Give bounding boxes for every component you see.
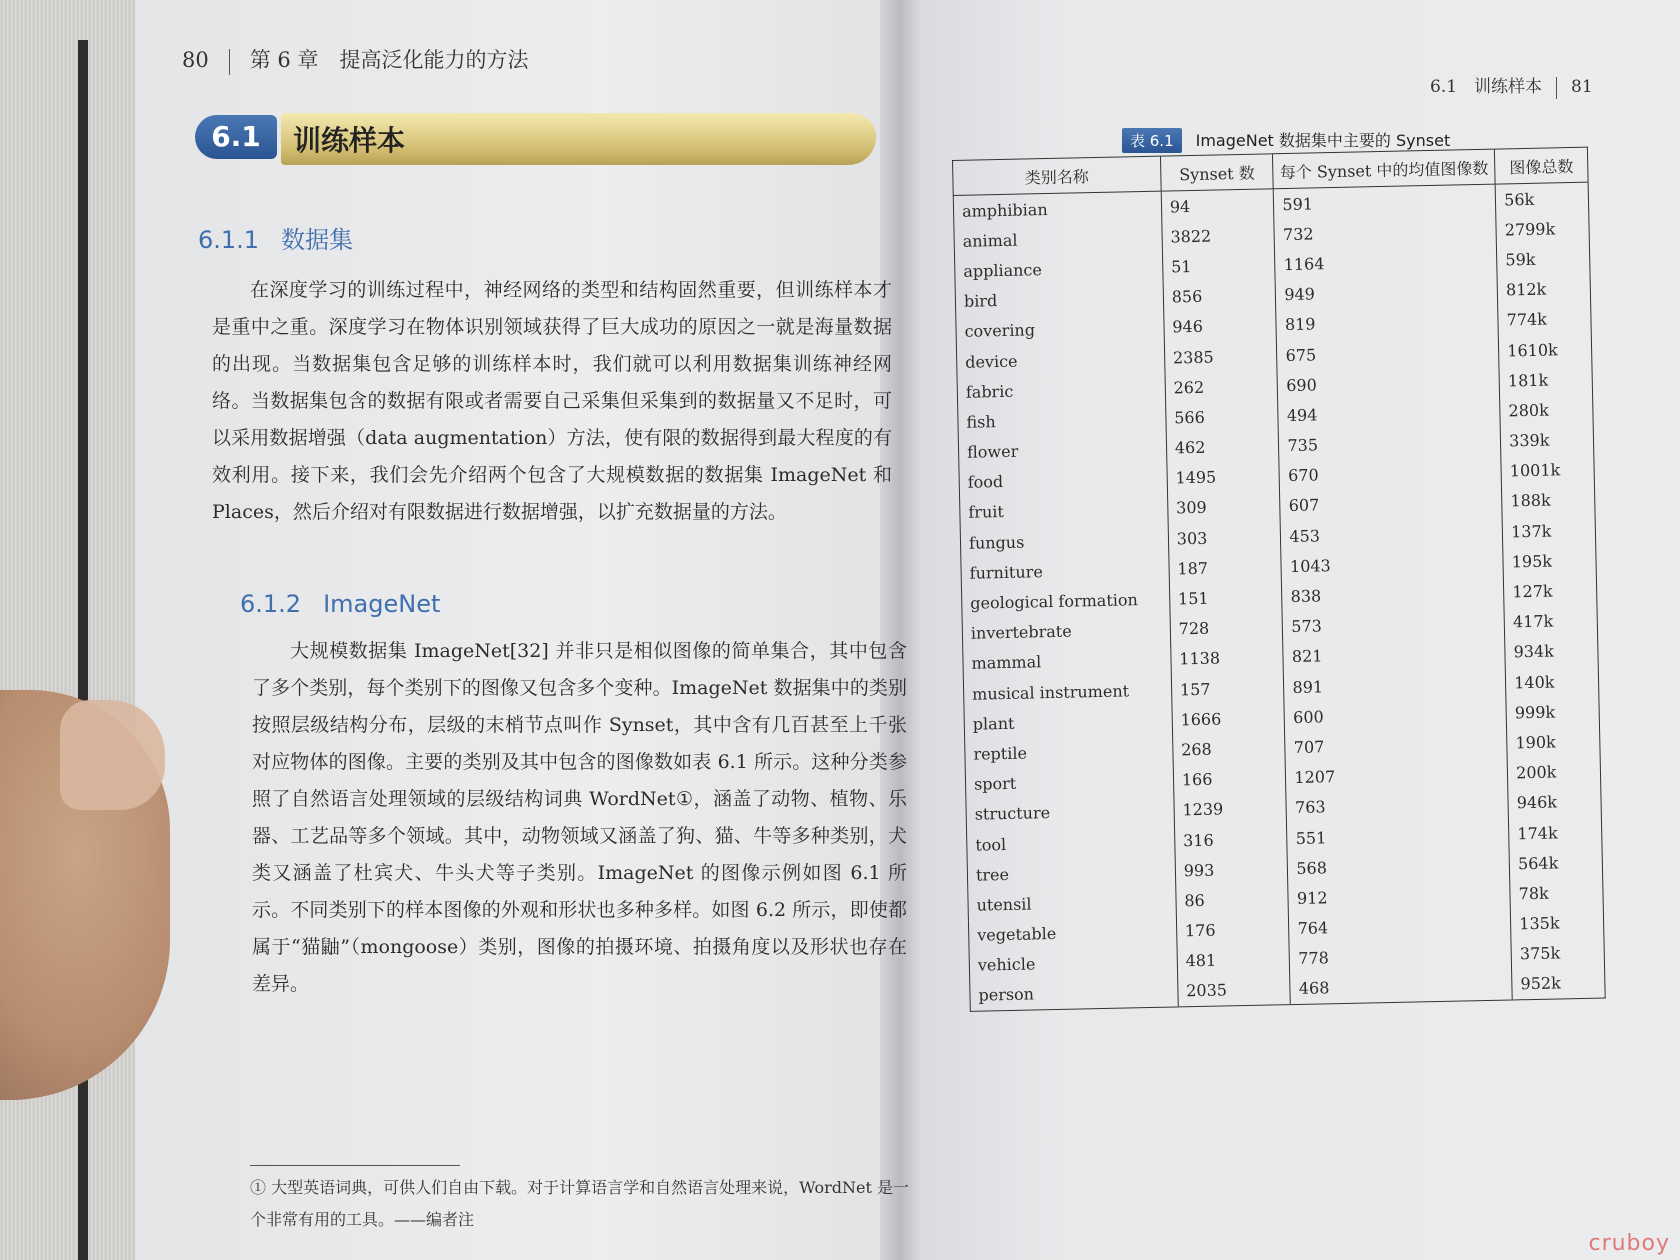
table-cell: 949 [1276,275,1498,310]
paragraph-dataset [212,272,892,531]
table-cell: utensil [968,886,1176,921]
table-cell: geological formation [961,584,1169,619]
table-cell: 200k [1515,762,1557,783]
table-cell: 417k [1512,611,1554,632]
section-title: 训练样本 [293,124,406,157]
table-cell: 690 [1277,366,1499,401]
watermark: cruboy [1588,1231,1670,1256]
subsection-title: ImageNet [323,590,441,618]
table-cell: food [959,463,1167,498]
table-cell: mammal [963,644,1171,679]
section-number: 6.1 [195,115,277,159]
chapter-header: 第 6 章 提高泛化能力的方法 [249,48,529,72]
footnote-rule [250,1165,460,1166]
left-page-number: 80 [182,48,209,72]
table-cell: 564k [1517,853,1559,874]
table-cell: bird [955,282,1163,317]
table-cell: 591 [1274,184,1496,219]
table-header-cell: 图像总数 [1495,147,1589,184]
table-cell: 566 [1165,401,1278,434]
table-cell: fish [958,403,1166,438]
left-page [135,0,910,1260]
table-cell: 339k [1508,430,1550,451]
table-cell: 3822 [1162,219,1275,252]
table-title: ImageNet 数据集中主要的 Synset [1195,131,1451,150]
table-cell: 190k [1515,732,1556,753]
table-cell: 462 [1166,431,1279,464]
table-cell: 568 [1288,849,1510,884]
table-cell: 375k [1519,943,1561,964]
table-cell: vegetable [968,916,1176,951]
table-cell: 1164 [1275,245,1497,280]
table-cell: 78k [1518,883,1549,904]
table-cell: person [970,976,1178,1011]
table-cell: 135k [1519,913,1560,934]
table-cell: 59k [1505,249,1536,270]
subsection-imagenet [240,590,440,618]
table-cell: 1138 [1171,642,1284,675]
table-cell: flower [958,433,1166,468]
table-cell: 934k [1513,641,1555,662]
table-cell: furniture [961,554,1169,589]
table-cell: 764 [1289,909,1511,944]
table-cell: 494 [1278,396,1500,431]
table-cell: animal [954,222,1162,257]
table-cell: 187 [1169,551,1282,584]
table-cell: 1666 [1172,702,1285,735]
table-cell: 999k [1514,702,1556,723]
table-cell: fungus [960,524,1168,559]
table-cell: musical instrument [963,675,1171,710]
table-cell: 195k [1511,551,1553,572]
table-cell: 573 [1282,607,1504,642]
book-gutter [880,0,920,1260]
table-cell: device [956,343,1164,378]
table-cell: 993 [1175,853,1288,886]
table-cell: 1001k [1509,460,1561,481]
table-cell: 946k [1516,792,1558,813]
table-cell: covering [956,312,1164,347]
table-cell: fabric [957,373,1165,408]
table-cell: sport [965,765,1173,800]
table-cell: 151 [1169,582,1282,615]
subsection-title: 数据集 [281,226,354,254]
table-cell: 174k [1517,822,1558,843]
table-cell: 763 [1286,788,1508,823]
table-cell: 157 [1171,672,1284,705]
table-cell: 912 [1288,879,1510,914]
table-cell: 86 [1176,883,1289,916]
table-cell: 812k [1505,279,1547,300]
synset-table [952,147,1606,1012]
table-cell: 946 [1164,310,1277,343]
table-cell: 94 [1161,189,1274,222]
table-cell: 838 [1282,577,1504,612]
section-banner [195,113,880,165]
table-cell: 468 [1290,969,1512,1004]
table-cell: 891 [1284,668,1506,703]
table-cell: 176 [1176,914,1289,947]
table-cell: 303 [1168,521,1281,554]
table-cell: 856 [1163,280,1276,313]
table-cell: 2385 [1164,340,1277,373]
table-cell: 481 [1177,944,1290,977]
table-cell: 732 [1274,215,1496,250]
paragraph-imagenet [252,633,907,1003]
table-cell: 2799k [1504,219,1556,240]
left-running-header [182,44,528,75]
table-cell: 1495 [1167,461,1280,494]
table-cell: 262 [1165,370,1278,403]
table-cell: 670 [1279,456,1501,491]
table-cell: 728 [1170,612,1283,645]
table-tag: 表 6.1 [1122,128,1182,153]
thumb-nail [60,700,165,810]
table-cell: 819 [1276,305,1498,340]
table-cell: 453 [1281,517,1503,552]
table-cell: appliance [955,252,1163,287]
table-cell: 137k [1510,521,1552,542]
table-cell: 952k [1520,973,1561,994]
table-cell: 778 [1289,939,1511,974]
table-cell: 821 [1283,637,1505,672]
table-cell: tool [967,825,1175,860]
table-body [953,182,1605,1011]
table-cell: 707 [1285,728,1507,763]
table-header-cell: Synset 数 [1160,154,1273,191]
table-cell: 600 [1284,698,1506,733]
table-cell: 51 [1162,250,1275,283]
table-cell: 735 [1279,426,1501,461]
right-running-header [1430,72,1593,99]
table-cell: vehicle [969,946,1177,981]
table-cell: 607 [1280,486,1502,521]
table-cell: 551 [1287,818,1509,853]
table-cell: 2035 [1177,974,1290,1007]
table-cell: reptile [965,735,1173,770]
right-page-number: 81 [1571,77,1593,97]
table-cell: 188k [1510,491,1551,511]
table-cell: 140k [1514,672,1555,692]
table-cell: 1207 [1286,758,1508,793]
table-cell: 268 [1172,733,1285,766]
table-cell: fruit [960,493,1168,528]
footnote: ① 大型英语词典，可供人们自由下载。对于计算语言学和自然语言处理来说，WordNet 是一个非常有用的工具。——编者注 [250,1178,909,1229]
table-cell: 675 [1277,336,1499,371]
table-caption [1122,128,1450,153]
subsection-number: 6.1.2 [240,590,302,618]
table-cell: 774k [1506,309,1548,330]
table-cell: 1610k [1507,339,1558,360]
table-cell: 1043 [1281,547,1503,582]
table-cell: structure [966,795,1174,830]
table-cell: 127k [1512,581,1553,602]
table-cell: invertebrate [962,614,1170,649]
subsection-dataset [198,220,353,255]
table-cell: 166 [1173,763,1286,796]
table-cell: 56k [1503,189,1535,210]
right-header-title: 6.1 训练样本 [1430,77,1543,97]
table-cell: amphibian [953,191,1161,226]
table-cell: 316 [1174,823,1287,856]
table-cell: 1239 [1174,793,1287,826]
table-cell: plant [964,705,1172,740]
table-header-cell: 每个 Synset 中的均值图像数 [1273,149,1495,189]
table-cell: 181k [1507,370,1549,391]
table-cell: 309 [1167,491,1280,524]
paragraph-text: 在深度学习的训练过程中，神经网络的类型和结构固然重要，但训练样本才是重中之重。深度学习在物体识别领域获得了巨大成功的原因之一就是海量数据的出现。当数据集包含足够的训练样本时，我们就可以利用数据集训练神经网络。当数据集包含的数据有限或者需要自己采集但采集到的数据量又不足时，可以采用数据增强（data augmentation）方法，使有限的数据得到最大程度的有效利用。接下来，我们会先介绍两个包含了大规模数据的数据集 ImageNet 和 Places，然后介绍对有限数据进行数据增强，以扩充数据量的方法。 [212,279,892,523]
table-cell: tree [967,856,1175,891]
subsection-number: 6.1.1 [198,226,260,254]
table-cell: 280k [1508,400,1549,421]
paragraph-text: 大规模数据集 ImageNet[32] 并非只是相似图像的简单集合，其中包含了多个类别，每个类别下的图像又包含多个变种。ImageNet 数据集中的类别按照层级结构分布，层级的末梢节点叫作 Synset，其中含有几百甚至上千张对应物体的图像。主要的类别及其中包含的图像数如表 6.1 所示。这种分类参照了自然语言处理领域的层级结构词典 WordNet①，涵盖了动物、植物、乐器、工艺品等多个领域。其中，动物领域又涵盖了狗、猫、牛等多种类别，犬类又涵盖了杜宾犬、牛头犬等子类别。ImageNet 的图像示例如图 6.1 所示。不同类别下的样本图像的外观和形状也多种多样。如图 6.2 所示，即使都属于“猫鼬”（mongoose）类别，图像的拍摄环境、拍摄角度以及形状也存在差异。 [252,640,907,995]
table-header-cell: 类别名称 [953,156,1161,195]
